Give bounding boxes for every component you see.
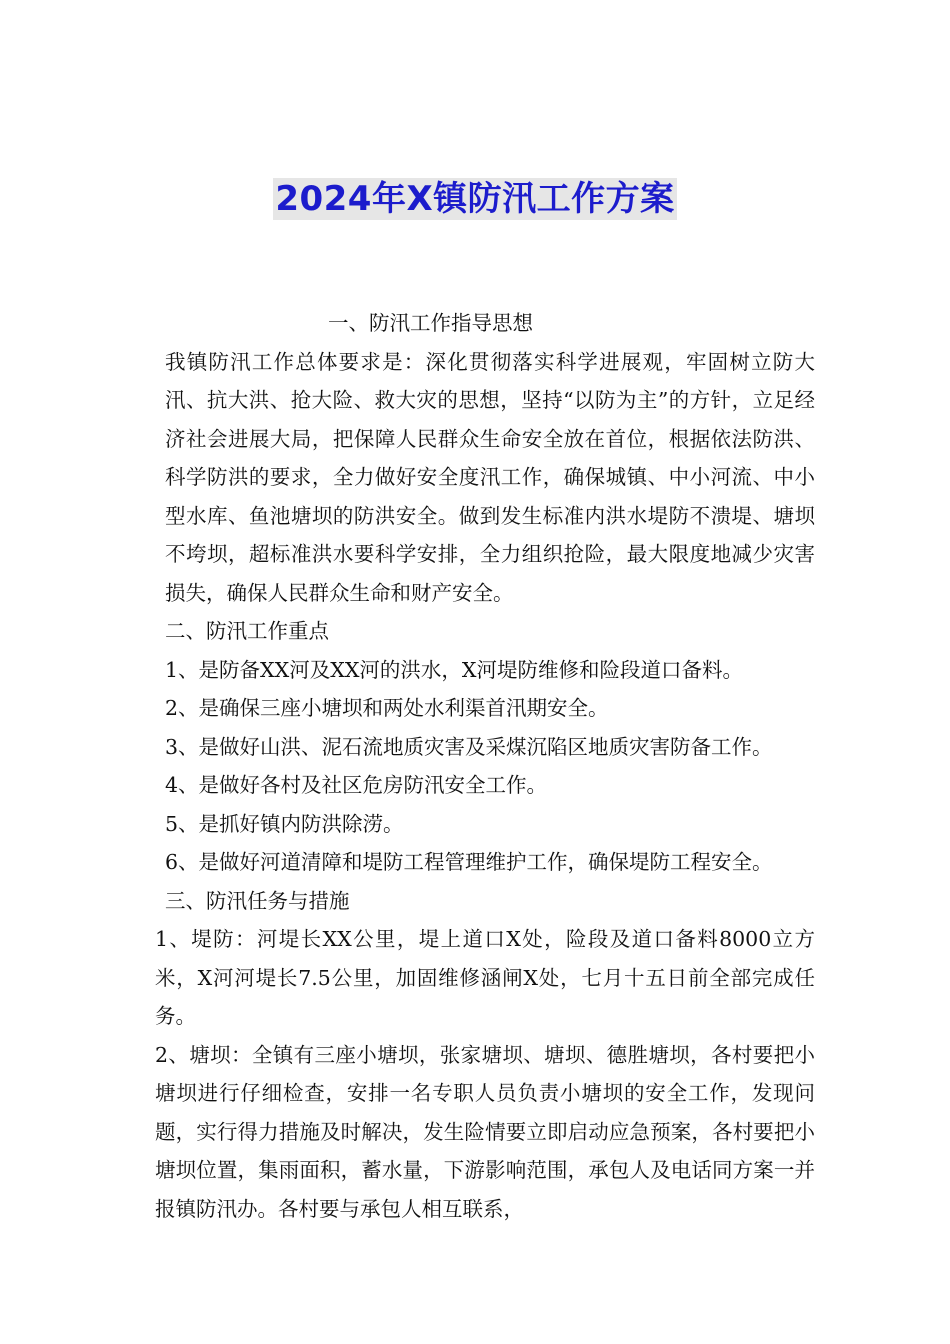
section-1-heading: 一、防汛工作指导思想 [328, 311, 533, 335]
section-2-item-3: 3、是做好山洪、泥石流地质灾害及采煤沉陷区地质灾害防备工作。 [165, 734, 773, 759]
section-2-item-4: 4、是做好各村及社区危房防汛安全工作。 [165, 773, 548, 797]
section-3-item-1: 1、堤防：河堤长XX公里，堤上道口X处，险段及道口备料8000立方米，X河河堤长7.5公里，加固维修涵闸X处，七月十五日前全部完成任务。 [155, 927, 815, 1028]
title-container [0, 178, 950, 220]
document-body [145, 304, 815, 1228]
section-2-item-1: 1、是防备XX河及XX河的洪水，X河堤防维修和险段道口备料。 [165, 657, 744, 682]
section-2-item-2: 2、是确保三座小塘坝和两处水利渠首汛期安全。 [165, 696, 609, 720]
section-2-item-6: 6、是做好河道清障和堤防工程管理维护工作，确保堤防工程安全。 [165, 850, 773, 874]
section-2-heading: 二、防汛工作重点 [165, 619, 329, 643]
document-title: 2024年X镇防汛工作方案 [275, 179, 675, 219]
section-3-item-2: 2、塘坝：全镇有三座小塘坝，张家塘坝、塘坝、德胜塘坝，各村要把小塘坝进行仔细检查，安排一名专职人员负责小塘坝的安全工作，发现问题，实行得力措施及时解决，发生险情要立即启动应急预案，各村要把小塘坝位置，集雨面积，蓄水量，下游影响范围，承包人及电话同方案一并报镇防汛办。各村要与承包人相互联系， [155, 1042, 815, 1221]
section-1-paragraph: 我镇防汛工作总体要求是：深化贯彻落实科学进展观，牢固树立防大汛、抗大洪、抢大险、救大灾的思想，坚持“以防为主”的方针，立足经济社会进展大局，把保障人民群众生命安全放在首位，根据依法防洪、科学防洪的要求，全力做好安全度汛工作，确保城镇、中小河流、中小型水库、鱼池塘坝的防洪安全。做到发生标准内洪水堤防不溃堤、塘坝不垮坝，超标准洪水要科学安排，全力组织抢险，最大限度地减少灾害损失，确保人民群众生命和财产安全。 [165, 349, 815, 605]
section-3-heading: 三、防汛任务与措施 [165, 888, 350, 913]
section-2-item-5: 5、是抓好镇内防洪除涝。 [165, 811, 404, 836]
